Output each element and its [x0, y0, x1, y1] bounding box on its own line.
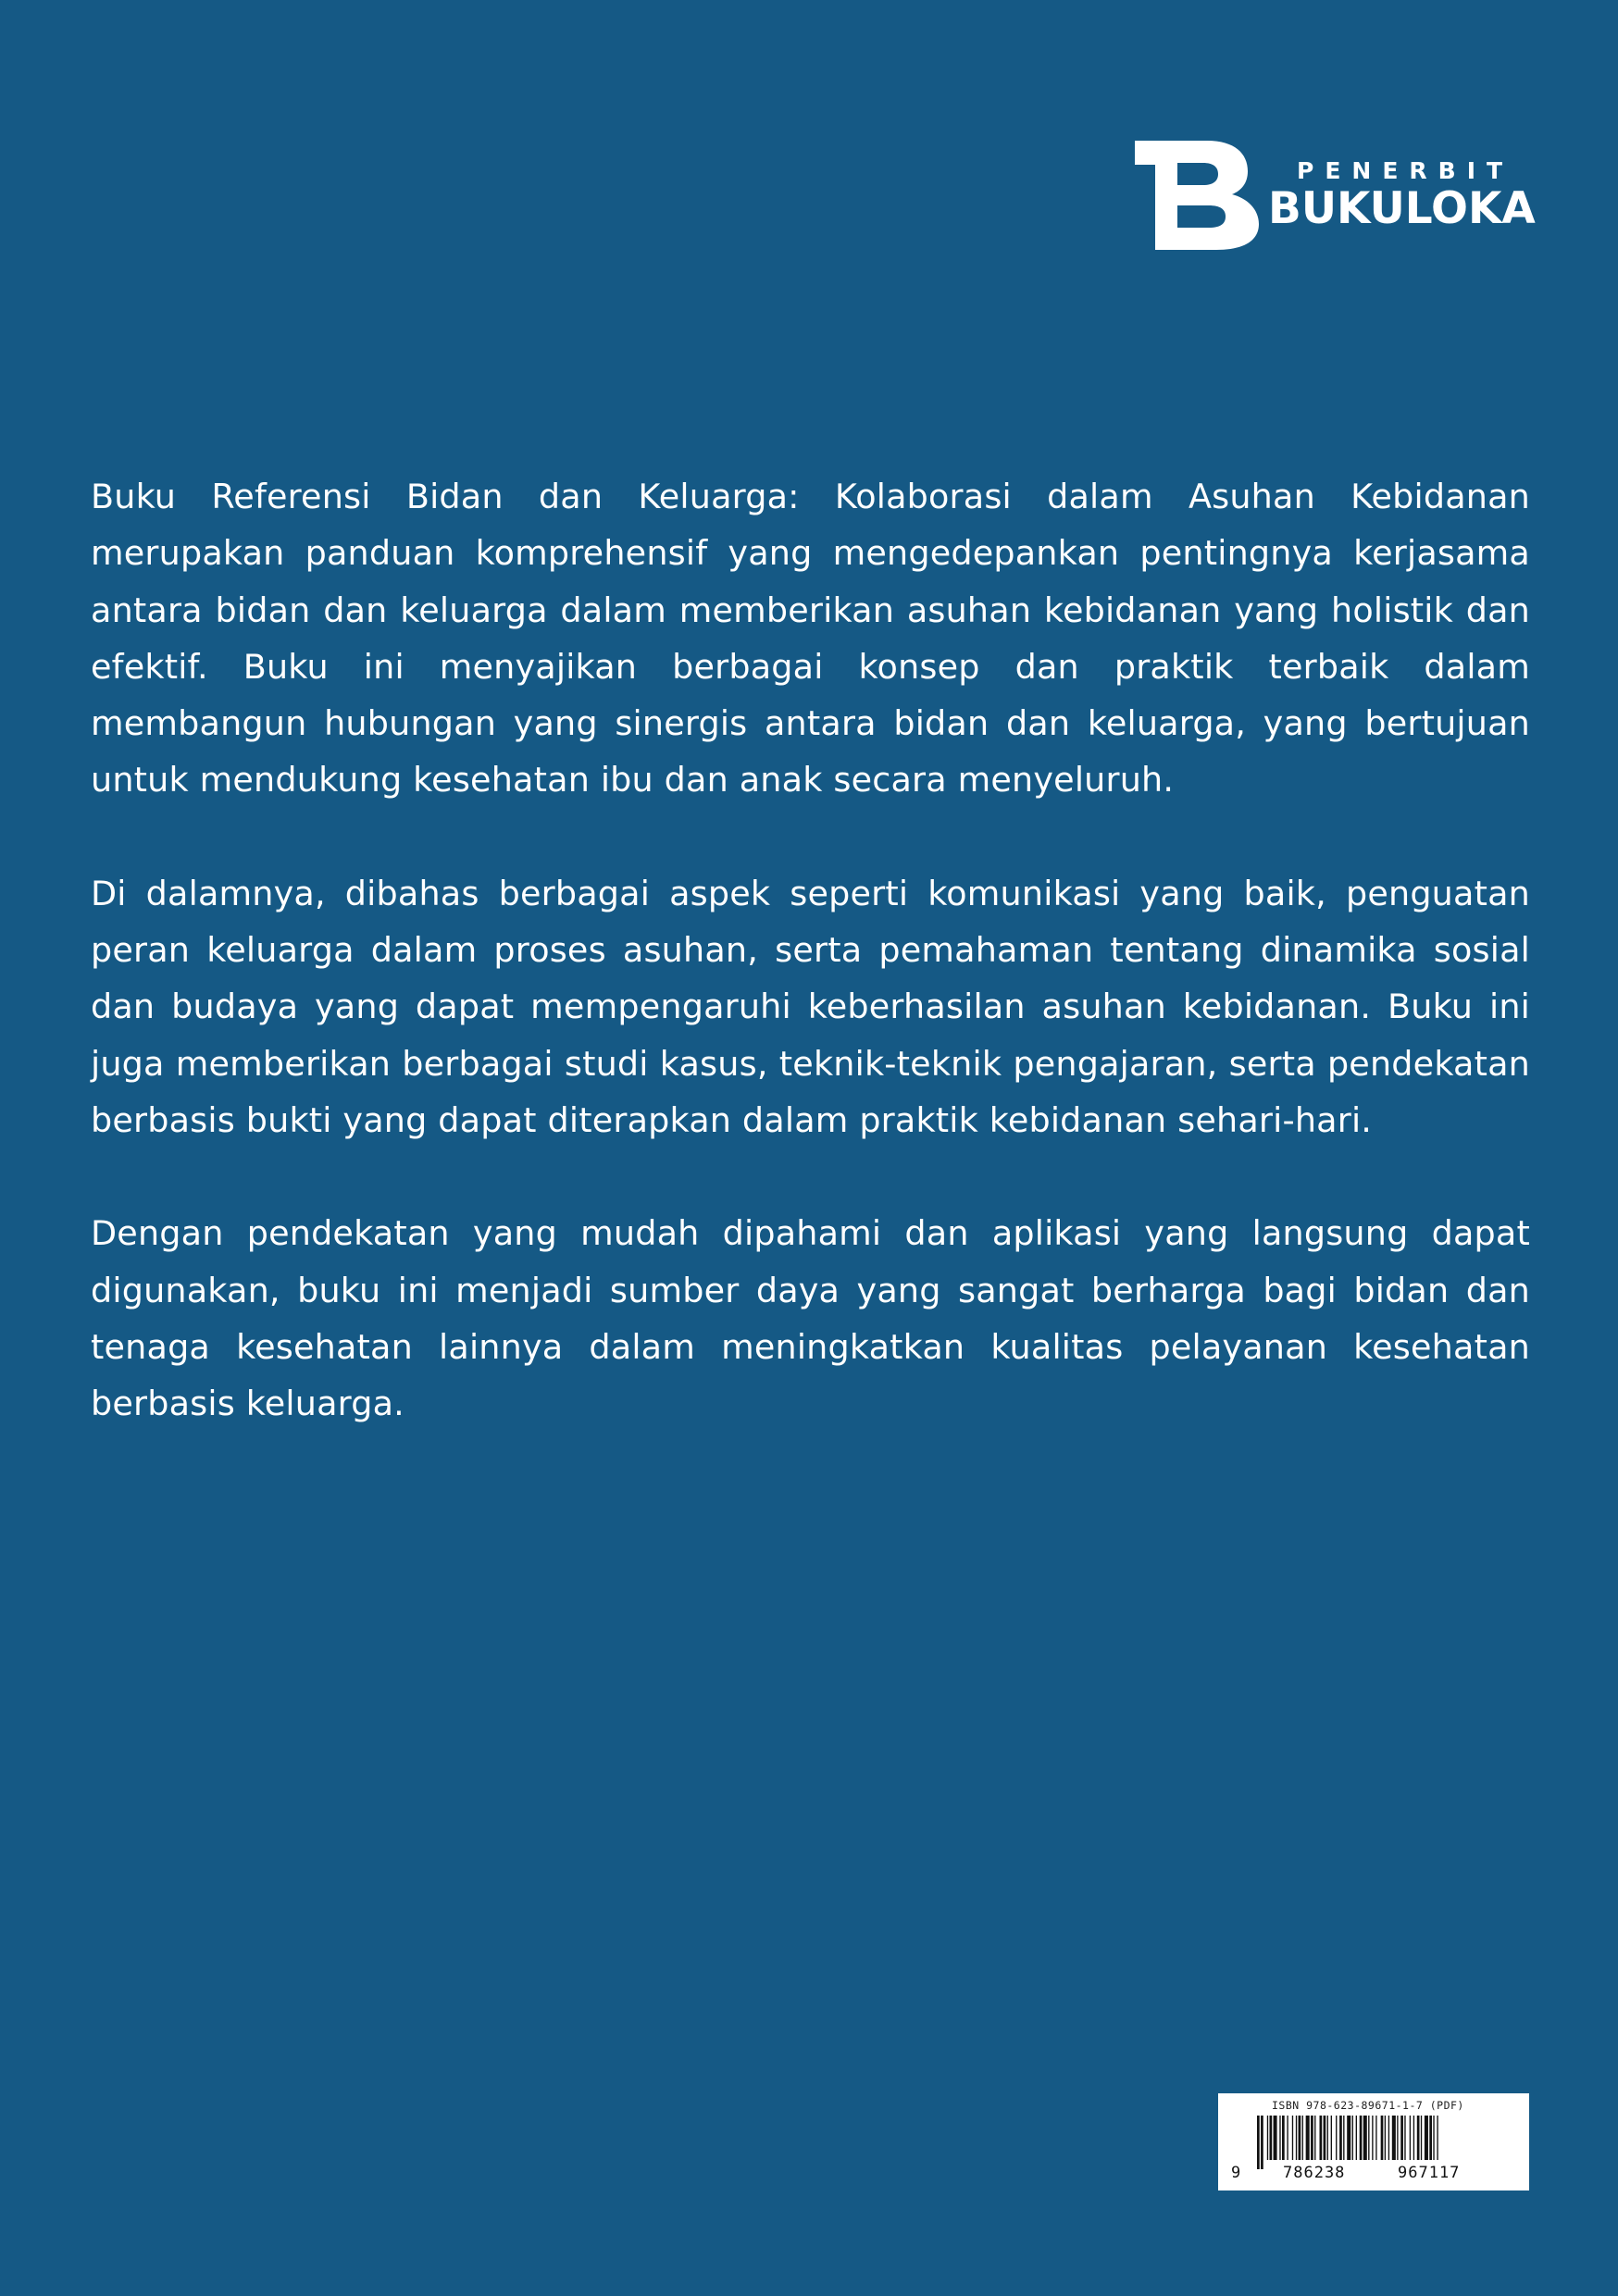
publisher-name: BUKULOKA [1268, 183, 1536, 234]
publisher-label-small: PENERBIT [1297, 157, 1514, 184]
description-paragraph-1: Buku Referensi Bidan dan Keluarga: Kolaborasi dalam Asuhan Kebidanan merupakan panduan komprehensif yang mengedepankan pentingnya kerjasama antara bidan dan keluarga dalam memberikan asuhan kebidanan yang holistik dan efektif. Buku ini menyajikan berbagai konsep dan praktik terbaik dalam membangun hubungan yang sinergis antara bidan dan keluarga, yang bertujuan untuk mendukung kesehatan ibu dan anak secara menyeluruh. [91, 477, 1530, 800]
barcode-bars-icon [1257, 2116, 1500, 2169]
barcode-digits-left: 786238 [1283, 2164, 1346, 2182]
bukuloka-b-logo-icon [1135, 141, 1261, 250]
barcode-digits-right: 967117 [1398, 2164, 1461, 2182]
isbn-label: ISBN 978-623-89671-1-7 (PDF) [1272, 2099, 1464, 2112]
book-description [91, 468, 1530, 1488]
description-paragraph-3: Dengan pendekatan yang mudah dipahami dan aplikasi yang langsung dapat digunakan, buku ini menjadi sumber daya yang sangat berharga bagi bidan dan tenaga kesehatan lainnya dalam meningkatkan kualitas pelayanan kesehatan berbasis keluarga. [91, 1213, 1530, 1424]
barcode-digit-first: 9 [1231, 2164, 1241, 2182]
publisher-logo [1135, 141, 1551, 254]
description-paragraph-2: Di dalamnya, dibahas berbagai aspek seperti komunikasi yang baik, penguatan peran keluarga dalam proses asuhan, serta pemahaman tentang dinamika sosial dan budaya yang dapat mempengaruhi keberhasilan asuhan kebidanan. Buku ini juga memberikan berbagai studi kasus, teknik-teknik pengajaran, serta pendekatan berbasis bukti yang dapat diterapkan dalam praktik kebidanan sehari-hari. [91, 873, 1530, 1140]
isbn-barcode [1218, 2093, 1529, 2191]
